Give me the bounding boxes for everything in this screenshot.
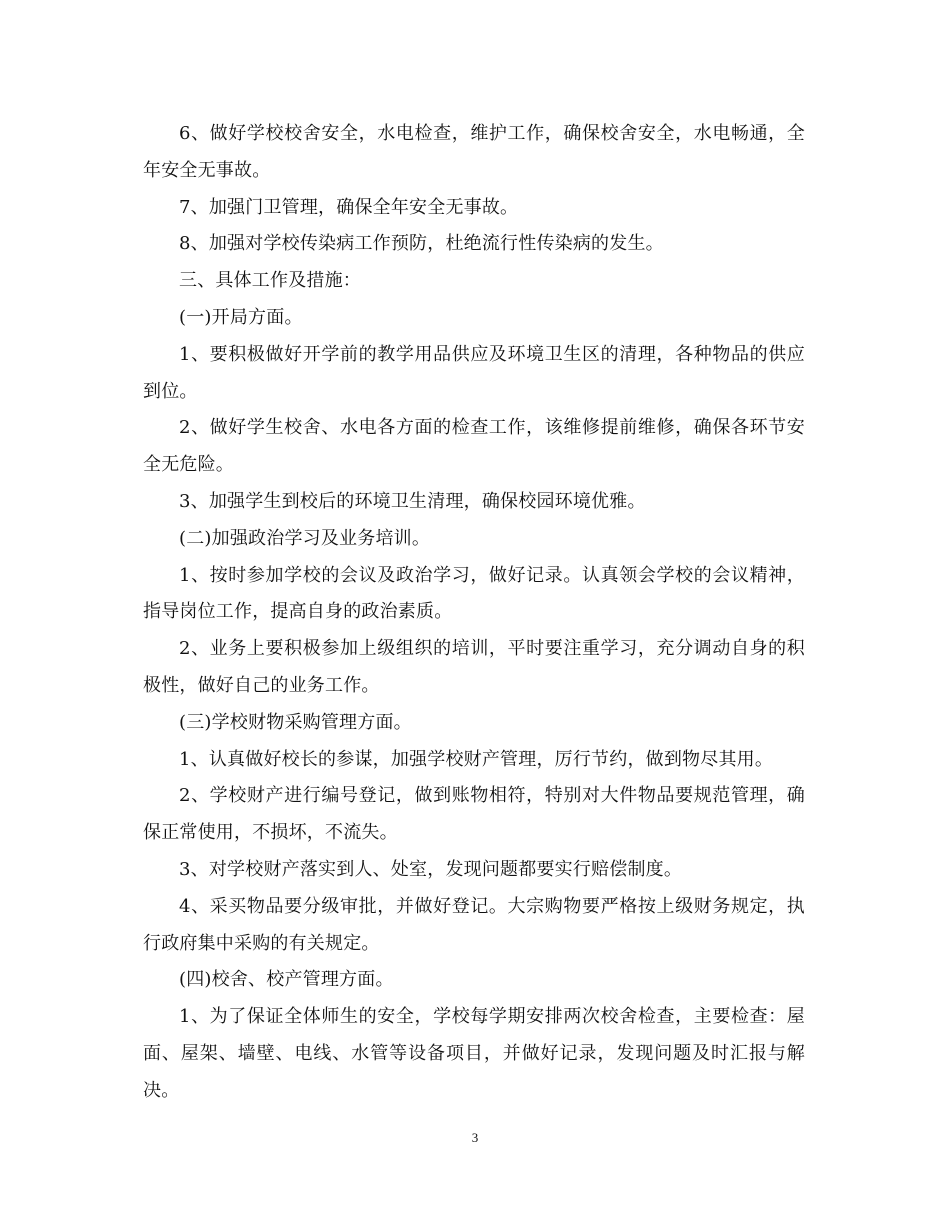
subsection-heading-1: (一)开局方面。 <box>179 306 303 328</box>
paragraph-building-item-1: 1、为了保证全体师生的安全，学校每学期安排两次校舍检查，主要检查：屋面、屋架、墙壁、电线、水管等设备项目，并做好记录，发现问题及时汇报与解决。 <box>143 1006 805 1101</box>
paragraph-opening-item-2: 2、做好学生校舍、水电各方面的检查工作，该维修提前维修，确保各环节安全无危险。 <box>143 417 805 476</box>
subsection-heading-4: (四)校舍、校产管理方面。 <box>179 969 394 991</box>
paragraph-safety-item-8: 8、加强对学校传染病工作预防，杜绝流行性传染病的发生。 <box>179 233 664 255</box>
document-body <box>143 116 805 1110</box>
section-heading-measures: 三、具体工作及措施： <box>179 270 361 292</box>
paragraph-study-item-1: 1、按时参加学校的会议及政治学习，做好记录。认真领会学校的会议精神，指导岗位工作，提高自身的政治素质。 <box>143 564 805 623</box>
page-number: 3 <box>471 1130 479 1145</box>
paragraph-procurement-item-3: 3、对学校财产落实到人、处室，发现问题都要实行赔偿制度。 <box>179 858 683 880</box>
subsection-heading-2: (二)加强政治学习及业务培训。 <box>179 527 431 549</box>
paragraph-study-item-2: 2、业务上要积极参加上级组织的培训，平时要注重学习，充分调动自身的积极性，做好自己的业务工作。 <box>143 638 805 696</box>
paragraph-safety-item-7: 7、加强门卫管理，确保全年安全无事故。 <box>179 196 519 218</box>
paragraph-procurement-item-4: 4、采买物品要分级审批，并做好登记。大宗购物要严格按上级财务规定，执行政府集中采购的有关规定。 <box>143 895 805 954</box>
paragraph-opening-item-3: 3、加强学生到校后的环境卫生清理，确保校园环境优雅。 <box>179 490 646 512</box>
paragraph-opening-item-1: 1、要积极做好开学前的教学用品供应及环境卫生区的清理，各种物品的供应到位。 <box>143 343 805 402</box>
paragraph-safety-item-6: 6、做好学校校舍安全，水电检查，维护工作，确保校舍安全，水电畅通，全年安全无事故。 <box>143 123 805 181</box>
paragraph-procurement-item-1: 1、认真做好校长的参谋，加强学校财产管理，厉行节约，做到物尽其用。 <box>179 748 774 770</box>
subsection-heading-3: (三)学校财物采购管理方面。 <box>179 711 412 733</box>
paragraph-procurement-item-2: 2、学校财产进行编号登记，做到账物相符，特别对大件物品要规范管理，确保正常使用，不损坏，不流失。 <box>143 785 805 844</box>
